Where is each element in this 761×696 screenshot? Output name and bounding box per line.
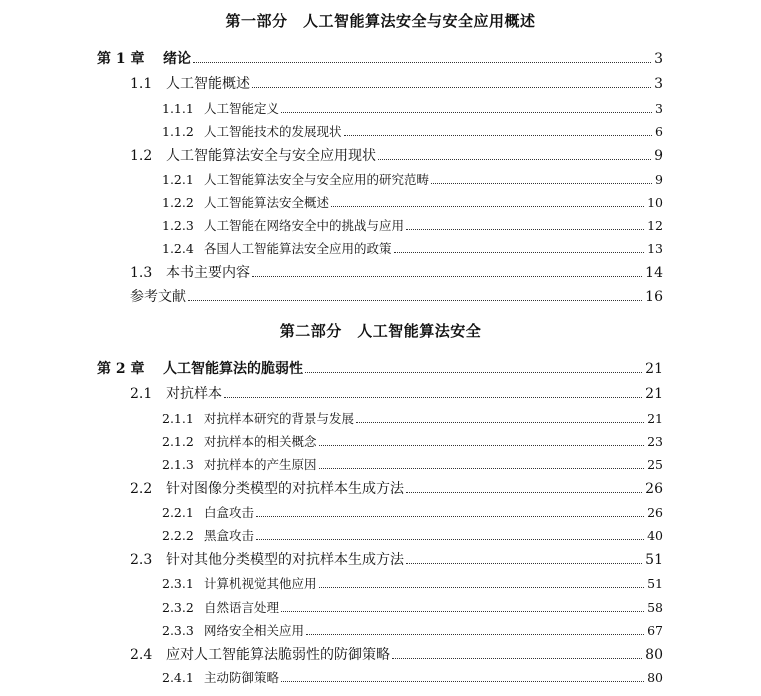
entry-number: 2.4.1 [162,670,194,685]
entry-title: 白盒攻击 [204,505,255,520]
dot-leader [319,468,645,469]
entry-number: 2.1 [130,386,153,402]
entry-number: 1.2.1 [162,172,194,187]
toc-entry-subsection [162,408,663,430]
entry-title: 人工智能在网络安全中的挑战与应用 [204,218,405,233]
entry-number: 2.3 [130,552,153,568]
entry-title: 参考文献 [130,289,186,305]
entry-number: 2.4 [130,647,153,663]
entry-page: 26 [647,505,663,520]
dot-leader [392,658,642,659]
entry-title: 对抗样本 [166,386,222,402]
toc-entry-section [130,145,663,167]
entry-number: 2.1.3 [162,457,194,472]
entry-page: 51 [645,552,663,568]
dot-leader [378,159,651,160]
entry-page: 9 [654,148,663,164]
entry-page: 14 [645,265,663,281]
entry-title: 人工智能定义 [204,101,280,116]
entry-number: 1.1 [130,76,153,92]
dot-leader [331,206,644,207]
entry-page: 51 [647,576,663,591]
entry-page: 13 [647,241,663,256]
entry-page: 3 [655,101,663,116]
entry-title: 网络安全相关应用 [204,623,305,638]
entry-number: 1.2.4 [162,241,194,256]
entry-title: 人工智能算法安全与安全应用现状 [166,148,376,164]
entry-page: 23 [647,434,663,449]
entry-number: 2.1.2 [162,434,194,449]
dot-leader [193,62,651,63]
toc-entry-subsection [162,238,663,260]
entry-page: 67 [647,623,663,638]
entry-title: 人工智能算法安全与安全应用的研究范畴 [204,172,430,187]
entry-page: 26 [645,481,663,497]
dot-leader [252,276,642,277]
entry-title: 针对其他分类模型的对抗样本生成方法 [166,552,404,568]
toc-entry-section [130,549,663,571]
entry-title: 应对人工智能算法脆弱性的防御策略 [166,647,390,663]
dot-leader [306,634,644,635]
entry-number: 1.3 [130,265,153,281]
part-title: 第二部分 人工智能算法安全 [279,322,482,340]
dot-leader [281,112,652,113]
toc-entry-subsection [162,525,663,547]
dot-leader [356,422,644,423]
entry-number: 2.2 [130,481,153,497]
toc-entry-section [130,644,663,666]
toc-entry-subsection [162,573,663,595]
toc-entry-subsection [162,98,663,120]
entry-page: 9 [655,172,663,187]
dot-leader [406,229,644,230]
entry-title: 对抗样本的相关概念 [204,434,317,449]
dot-leader [188,300,642,301]
dot-leader [406,492,642,493]
entry-number: 2.1.1 [162,411,194,426]
entry-number: 第 1 章 [97,51,145,67]
entry-title: 对抗样本研究的背景与发展 [204,411,355,426]
entry-page: 21 [645,361,663,377]
dot-leader [319,445,645,446]
toc-entry-section [130,262,663,284]
dot-leader [394,252,645,253]
entry-page: 6 [655,124,663,139]
entry-number: 第 2 章 [97,361,145,377]
entry-page: 16 [645,289,663,305]
entry-number: 2.3.3 [162,623,194,638]
dot-leader [281,681,644,682]
entry-number: 2.3.1 [162,576,194,591]
toc-entry-subsection [162,454,663,476]
toc-entry-subsection [162,192,663,214]
toc-entry-subsection [162,169,663,191]
entry-page: 21 [647,411,663,426]
entry-page: 10 [647,195,663,210]
dot-leader [256,539,644,540]
dot-leader [256,516,644,517]
dot-leader [319,587,645,588]
toc-entry-section [130,73,663,95]
entry-title: 对抗样本的产生原因 [204,457,317,472]
toc-entry-references [130,286,663,308]
entry-number: 1.2.3 [162,218,194,233]
entry-title: 人工智能算法安全概述 [204,195,330,210]
toc-entry-section [130,478,663,500]
toc-entry-section [130,383,663,405]
dot-leader [281,611,644,612]
entry-title: 计算机视觉其他应用 [204,576,317,591]
entry-title: 人工智能技术的发展现状 [204,124,342,139]
entry-page: 80 [647,670,663,685]
entry-number: 2.2.1 [162,505,194,520]
dot-leader [224,397,642,398]
entry-page: 40 [647,528,663,543]
entry-number: 1.1.1 [162,101,194,116]
entry-number: 1.2.2 [162,195,194,210]
entry-title: 主动防御策略 [204,670,280,685]
toc-entry-subsection [162,620,663,642]
entry-number: 2.3.2 [162,600,194,615]
dot-leader [406,563,642,564]
toc-entry-chapter [97,48,663,70]
toc-entry-subsection [162,597,663,619]
toc-entry-subsection [162,502,663,524]
entry-number: 1.2 [130,148,153,164]
toc-entry-subsection [162,667,663,689]
entry-title: 人工智能概述 [166,76,250,92]
entry-page: 12 [647,218,663,233]
entry-page: 21 [645,386,663,402]
entry-title: 本书主要内容 [166,265,250,281]
entry-page: 3 [654,76,663,92]
entry-number: 1.1.2 [162,124,194,139]
entry-title: 黑盒攻击 [204,528,255,543]
dot-leader [344,135,653,136]
entry-title: 各国人工智能算法安全应用的政策 [204,241,392,256]
entry-title: 绪论 [163,51,191,67]
dot-leader [305,372,642,373]
dot-leader [431,183,652,184]
toc-entry-chapter [97,358,663,380]
toc-entry-subsection [162,431,663,453]
entry-title: 针对图像分类模型的对抗样本生成方法 [166,481,404,497]
entry-title: 自然语言处理 [204,600,280,615]
entry-title: 人工智能算法的脆弱性 [163,361,303,377]
entry-page: 80 [645,647,663,663]
toc-entry-subsection [162,121,663,143]
entry-page: 25 [647,457,663,472]
entry-page: 3 [654,51,663,67]
dot-leader [252,87,651,88]
toc-entry-subsection [162,215,663,237]
part-title: 第一部分 人工智能算法安全与安全应用概述 [225,12,536,30]
entry-page: 58 [647,600,663,615]
entry-number: 2.2.2 [162,528,194,543]
